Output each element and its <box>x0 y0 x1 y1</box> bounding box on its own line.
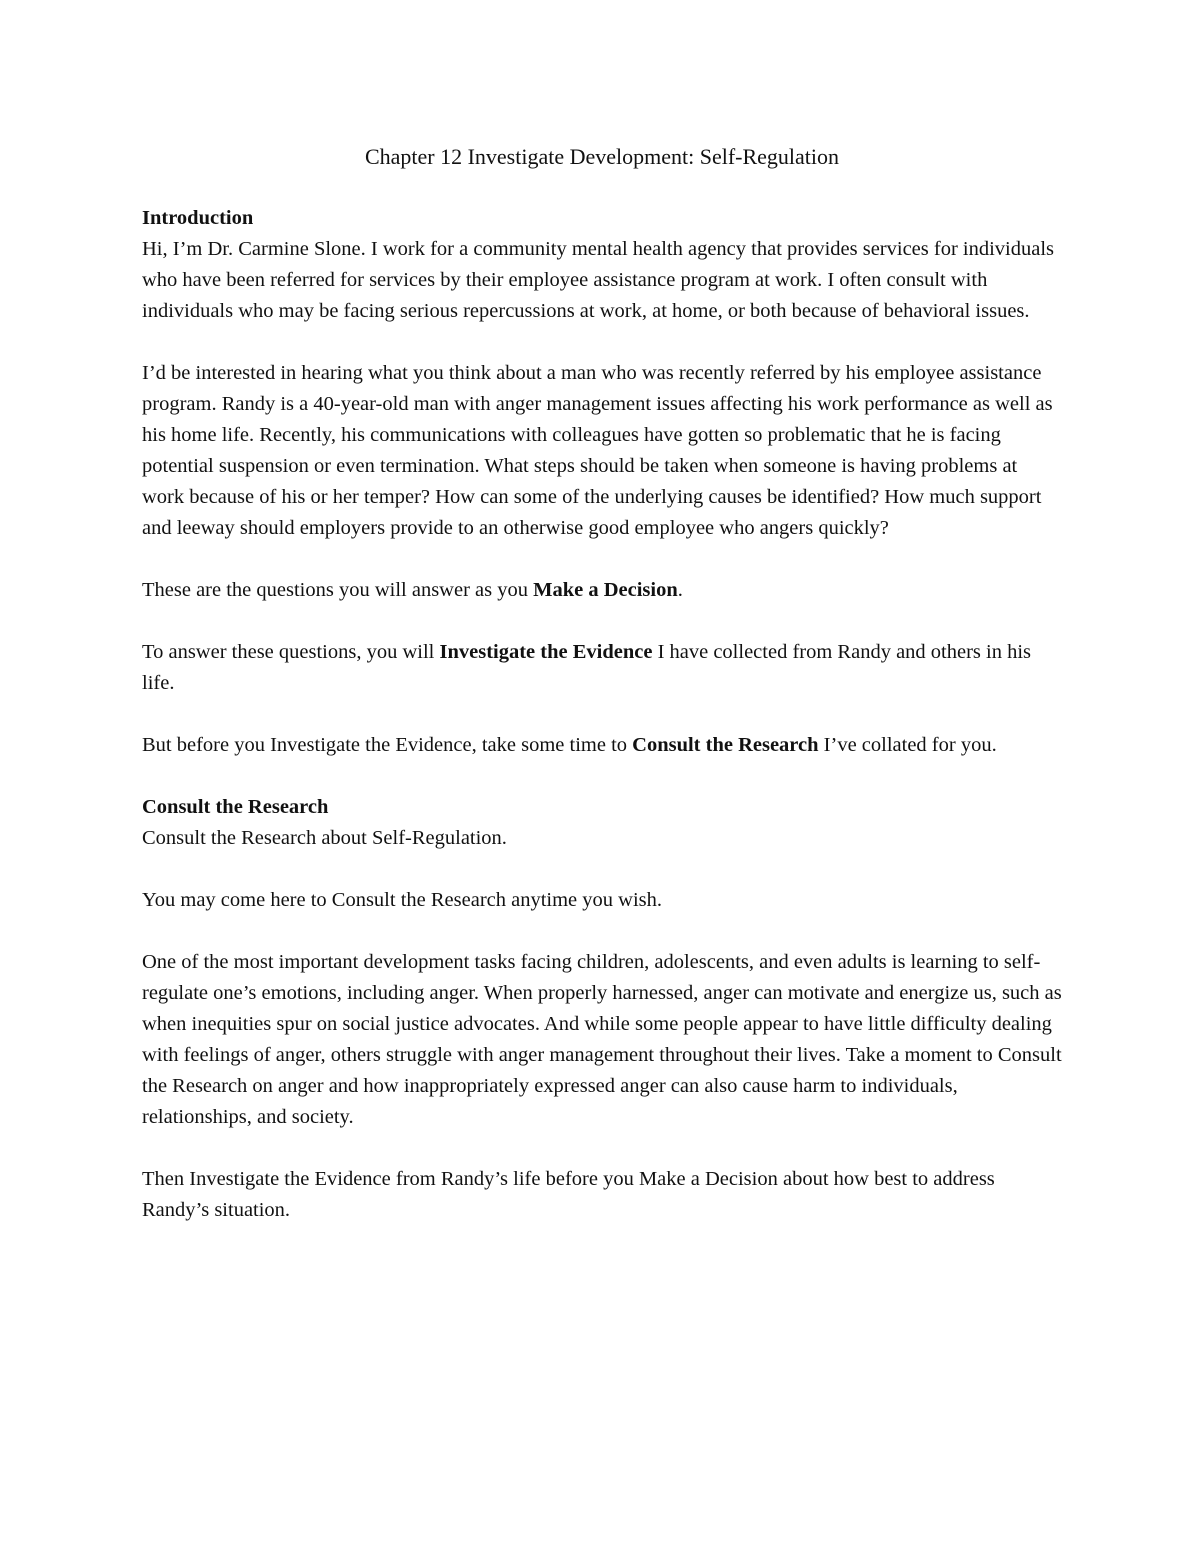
research-paragraph-3: One of the most important development tasks facing children, adolescents, and even adults is learning to self-regulate one’s emotions, including anger. When properly harnessed, anger can motivate and energize us, such as when inequities spur on social justice advocates. And while some people appear to have little difficulty dealing with feelings of anger, others struggle with anger management throughout their lives. Take a moment to Consult the Research on anger and how inappropriately expressed anger can also cause harm to individuals, relationships, and society. <box>142 951 1062 1128</box>
introduction-paragraph-3 <box>142 575 1062 606</box>
introduction-paragraph-2: I’d be interested in hearing what you think about a man who was recently referred by his employee assistance program. Randy is a 40-year-old man with anger management issues affecting his work performance as well as his home life. Recently, his communications with colleagues have gotten so problematic that he is facing potential suspension or even termination. What steps should be taken when someone is having problems at work because of his or her temper? How can some of the underlying causes be identified? How much support and leeway should employers provide to an otherwise good employee who angers quickly? <box>142 362 1053 539</box>
consult-the-research-emphasis: Consult the Research <box>632 734 819 756</box>
make-a-decision-emphasis: Make a Decision <box>533 579 678 601</box>
research-paragraph-2: You may come here to Consult the Research anytime you wish. <box>142 889 663 911</box>
document-title: Chapter 12 Investigate Development: Self-Regulation <box>364 144 840 169</box>
text-run: . <box>677 579 683 601</box>
research-heading: Consult the Research <box>142 796 329 818</box>
introduction-heading: Introduction <box>142 207 254 229</box>
research-paragraph-1: Consult the Research about Self-Regulation. <box>142 827 507 849</box>
text-run: I have collected from Randy and others in his life. <box>142 641 1032 694</box>
text-run: I’ve collated for you. <box>818 734 997 756</box>
text-run: To answer these questions, you will <box>142 641 440 663</box>
investigate-the-evidence-emphasis: Investigate the Evidence <box>439 641 653 663</box>
text-run: But before you Investigate the Evidence, take some time to <box>142 734 633 756</box>
introduction-paragraph-4 <box>142 637 1062 699</box>
document-body <box>142 141 1062 1257</box>
research-section <box>142 792 1062 1226</box>
text-run: These are the questions you will answer as you <box>142 579 534 601</box>
research-paragraph-4: Then Investigate the Evidence from Randy’s life before you Make a Decision about how best to address Randy’s situation. <box>142 1168 995 1221</box>
introduction-section <box>142 203 1062 761</box>
introduction-paragraph-5 <box>142 730 1062 761</box>
introduction-paragraph-1: Hi, I’m Dr. Carmine Slone. I work for a community mental health agency that provides services for individuals who have been referred for services by their employee assistance program at work. I often consult with individuals who may be facing serious repercussions at work, at home, or both because of behavioral issues. <box>142 238 1055 322</box>
